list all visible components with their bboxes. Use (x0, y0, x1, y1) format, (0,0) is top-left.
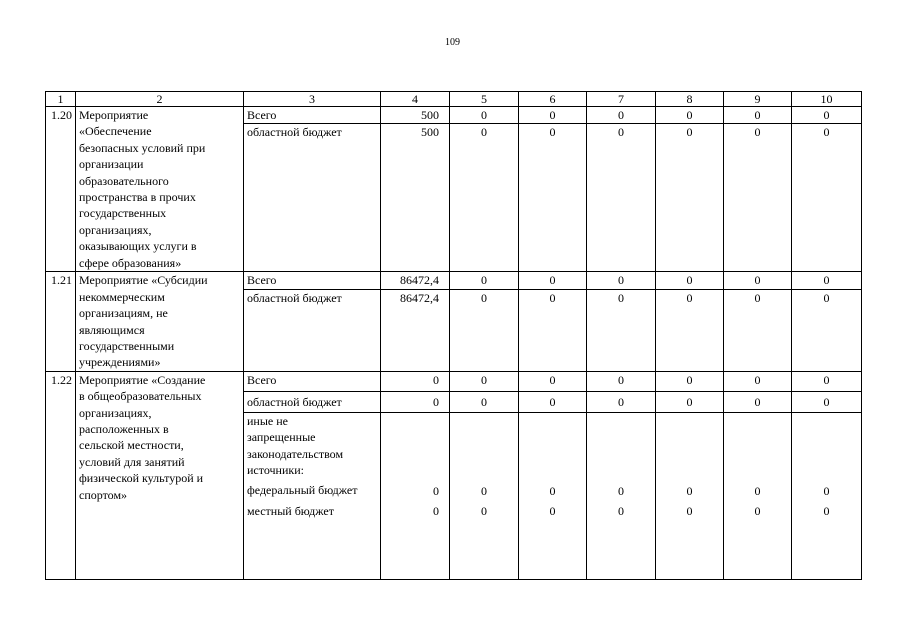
value-cell: 86472,4 (381, 272, 450, 289)
value-cell: 0 (450, 107, 519, 124)
activity-name-line: организациям, не (79, 306, 168, 321)
value: 0 (433, 483, 439, 498)
value-cell: 0 (450, 289, 519, 371)
value-cell: 0 (587, 272, 656, 289)
column-header: 1 (46, 92, 76, 107)
column-header: 3 (244, 92, 381, 107)
funding-source: областной бюджет (244, 289, 381, 371)
value-cell (656, 412, 724, 579)
value-cell (724, 412, 792, 579)
funding-source: Всего (244, 272, 381, 289)
value-cell (519, 412, 587, 579)
value-cell: 0 (656, 272, 724, 289)
activity-name-line: сельской местности, (79, 438, 184, 453)
value-cell: 0 (587, 124, 656, 272)
value-cell: 0 (792, 107, 862, 124)
activity-name-line: «Обеспечение (79, 124, 152, 139)
activity-name-line: учреждениями» (79, 355, 161, 370)
activity-name-line: государственных (79, 206, 167, 221)
value-cell: 0 (792, 124, 862, 272)
row-id: 1.21 (46, 272, 76, 371)
value-cell: 0 (656, 371, 724, 391)
table-row (46, 272, 862, 289)
funding-source: Всего (244, 371, 381, 391)
column-header: 9 (724, 92, 792, 107)
activity-name-line: условий для занятий (79, 454, 185, 469)
activity-name-line: являющимся (79, 322, 145, 337)
activity-name-line: Мероприятие «Создание (79, 372, 206, 387)
funding-source: Всего (244, 107, 381, 124)
column-header: 4 (381, 92, 450, 107)
value-cell: 500 (381, 107, 450, 124)
value-cell: 0 (792, 391, 862, 412)
funding-source: областной бюджет (244, 391, 381, 412)
value-cell: 0 (381, 391, 450, 412)
value: 0 (549, 483, 556, 498)
value-cell: 0 (792, 289, 862, 371)
column-header: 2 (76, 92, 244, 107)
value: 0 (481, 504, 487, 519)
value-cell (792, 412, 862, 579)
activity-name-line: физической культурой и (79, 471, 204, 486)
value-cell: 0 (450, 124, 519, 272)
value-cell: 0 (792, 371, 862, 391)
value-cell: 0 (450, 391, 519, 412)
activity-name-line: расположенных в (79, 422, 169, 437)
other-sources (244, 412, 381, 579)
row-id: 1.22 (46, 371, 76, 579)
activity-name (76, 107, 244, 272)
other-sources-heading-line: законодательством (247, 446, 344, 461)
activity-name (76, 371, 244, 579)
value-cell (450, 412, 519, 579)
activity-name-line: Мероприятие «Субсидии (79, 273, 208, 288)
activity-name-line: оказывающих услуги в (79, 239, 197, 254)
activity-name (76, 272, 244, 371)
value-cell: 0 (656, 391, 724, 412)
value-cell: 0 (519, 272, 587, 289)
value-cell: 0 (587, 371, 656, 391)
activity-name-line: организациях, (79, 222, 152, 237)
value-cell: 0 (724, 289, 792, 371)
value: 0 (823, 504, 830, 519)
value-cell: 0 (792, 272, 862, 289)
value-cell: 0 (381, 371, 450, 391)
value-cell: 0 (519, 391, 587, 412)
value: 0 (754, 504, 761, 519)
other-sources-heading-line: запрещенные (247, 430, 316, 445)
value-cell: 0 (587, 289, 656, 371)
value: 0 (618, 483, 624, 498)
value-cell (381, 412, 450, 579)
activity-name-line: пространства в прочих (79, 190, 196, 205)
value: 0 (433, 504, 439, 519)
value-cell: 0 (587, 107, 656, 124)
value-cell: 0 (450, 272, 519, 289)
funding-source: федеральный бюджет (247, 483, 358, 498)
value: 0 (823, 483, 830, 498)
value-cell: 0 (519, 371, 587, 391)
activity-name-line: организации (79, 157, 144, 172)
value: 0 (549, 504, 556, 519)
value-cell: 0 (519, 107, 587, 124)
activity-name-line: безопасных условий при (79, 140, 206, 155)
value-cell (587, 412, 656, 579)
row-id: 1.20 (46, 107, 76, 272)
budget-table (45, 91, 862, 580)
value: 0 (686, 504, 693, 519)
value-cell: 0 (724, 391, 792, 412)
value-cell: 0 (450, 371, 519, 391)
activity-name-line: организациях, (79, 405, 152, 420)
value: 0 (481, 483, 487, 498)
page-number: 109 (445, 37, 460, 48)
funding-source: местный бюджет (247, 503, 334, 518)
header-row (46, 92, 862, 107)
activity-name-line: государственными (79, 339, 175, 354)
value-cell: 0 (724, 124, 792, 272)
column-header: 7 (587, 92, 656, 107)
activity-name-line: образовательного (79, 173, 169, 188)
value-cell: 500 (381, 124, 450, 272)
funding-source: областной бюджет (244, 124, 381, 272)
other-sources-heading-line: иные не (247, 413, 288, 428)
value: 0 (686, 483, 693, 498)
other-sources-heading-line: источники: (247, 463, 304, 478)
value-cell: 0 (724, 371, 792, 391)
value-cell: 0 (519, 124, 587, 272)
value-cell: 0 (587, 391, 656, 412)
activity-name-line: в общеобразовательных (79, 389, 202, 404)
activity-name-line: спортом» (79, 487, 128, 502)
value-cell: 0 (656, 124, 724, 272)
value-cell: 0 (724, 272, 792, 289)
value-cell: 86472,4 (381, 289, 450, 371)
table-row (46, 107, 862, 124)
activity-name-line: сфере образования» (79, 255, 182, 270)
value: 0 (618, 504, 624, 519)
value-cell: 0 (656, 107, 724, 124)
column-header: 5 (450, 92, 519, 107)
column-header: 6 (519, 92, 587, 107)
activity-name-line: некоммерческим (79, 289, 165, 304)
value-cell: 0 (519, 289, 587, 371)
value: 0 (754, 483, 761, 498)
column-header: 10 (792, 92, 862, 107)
activity-name-line: Мероприятие (79, 108, 149, 122)
column-header: 8 (656, 92, 724, 107)
value-cell: 0 (656, 289, 724, 371)
table-row (46, 371, 862, 391)
value-cell: 0 (724, 107, 792, 124)
